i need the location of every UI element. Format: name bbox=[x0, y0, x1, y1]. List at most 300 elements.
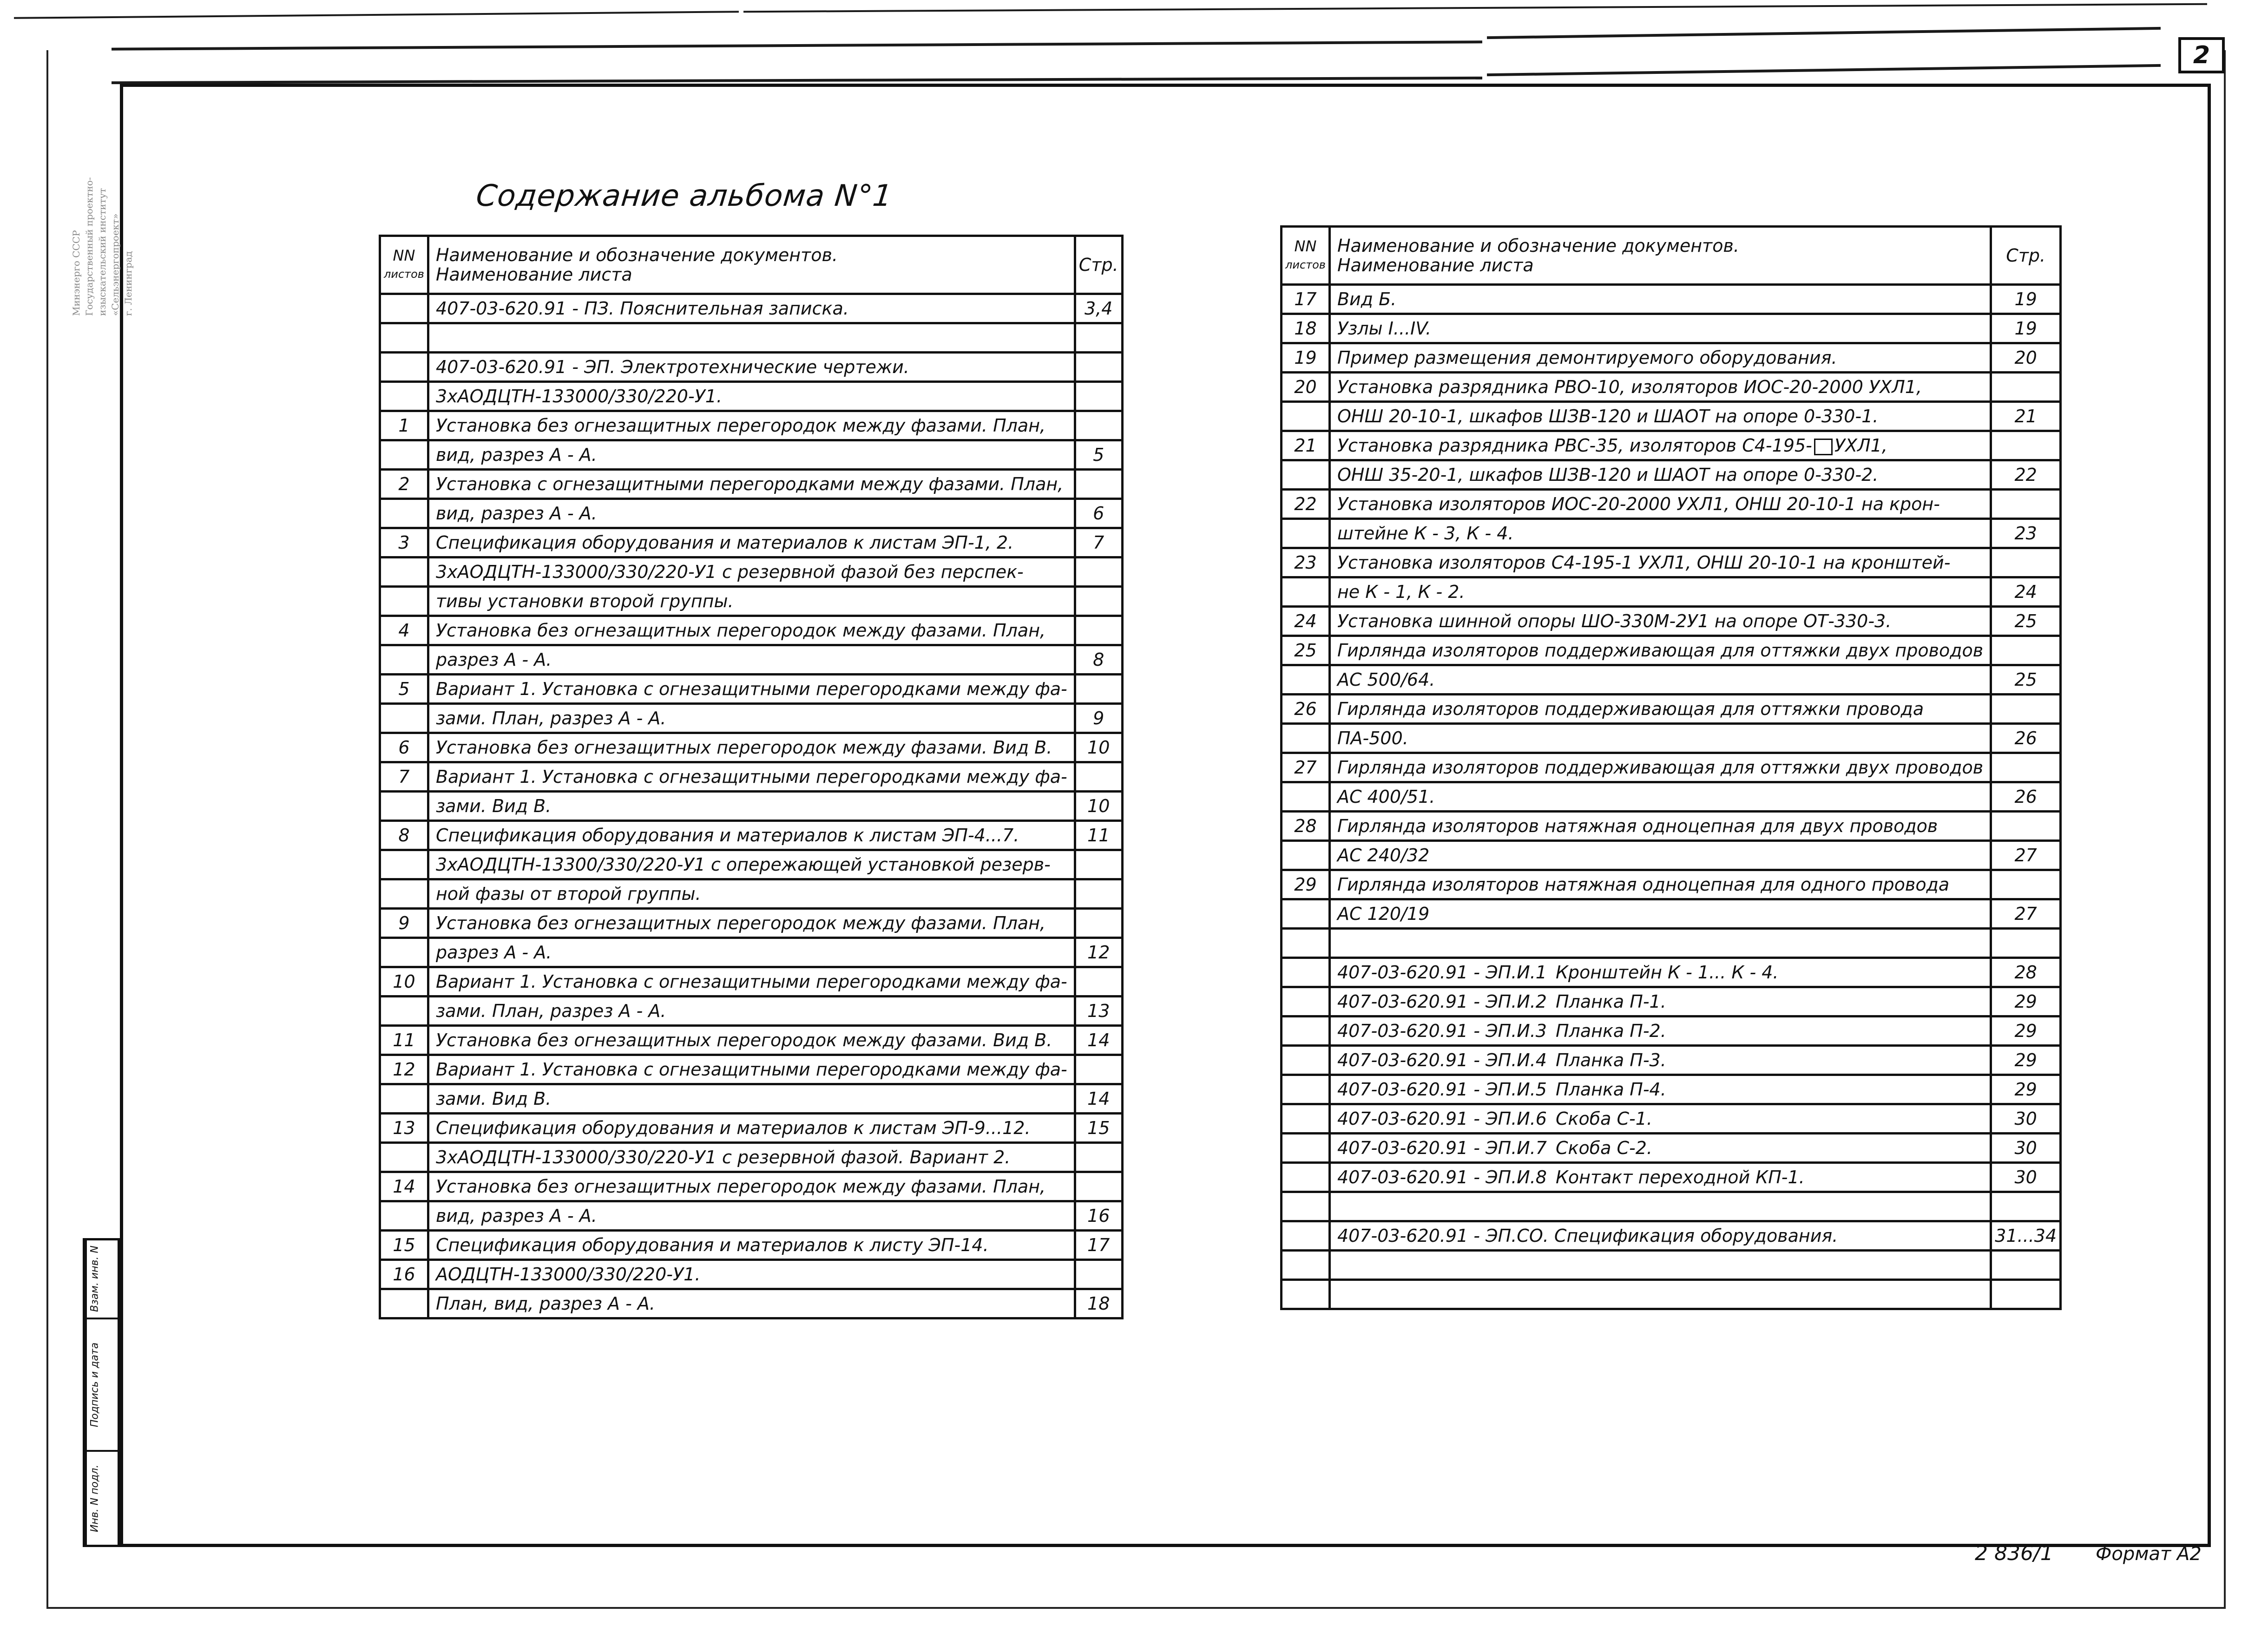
document-name-cell: ОНШ 20-10-1, шкафов ШЗВ-120 и ШАОТ на опоре 0-330-1. bbox=[1329, 402, 1991, 431]
table-row bbox=[1282, 1280, 2061, 1309]
document-name-cell bbox=[1329, 1016, 1991, 1046]
document-code: 407-03-620.91 - ЭП.И.1 bbox=[1337, 962, 1547, 983]
document-title: Планка П-2. bbox=[1555, 1021, 1666, 1041]
sheet-number-cell: 22 bbox=[1282, 490, 1330, 519]
margin-label: Инв. N подл. bbox=[85, 1452, 103, 1545]
page-number-cell: 19 bbox=[1991, 314, 2061, 343]
table-row bbox=[1282, 1016, 2061, 1046]
page-number-cell bbox=[1075, 909, 1122, 938]
sheet-number-cell bbox=[1282, 1163, 1330, 1192]
table-row bbox=[1282, 929, 2061, 958]
document-name-cell: Спецификация оборудования и материалов к листам ЭП-4...7. bbox=[428, 821, 1075, 850]
page-number-cell: 19 bbox=[1991, 285, 2061, 314]
sheet-number-cell: 18 bbox=[1282, 314, 1330, 343]
document-name-cell: вид, разрез А - А. bbox=[428, 440, 1075, 470]
page-number-cell: 10 bbox=[1075, 733, 1122, 762]
table-row bbox=[380, 294, 1123, 323]
document-name-cell: Установка изоляторов ИОС-20-2000 УХЛ1, ОНШ 20-10-1 на крон- bbox=[1329, 490, 1991, 519]
document-title: Установка разрядника РВС-35, изоляторов С4-195- bbox=[1337, 435, 1812, 456]
page-number-cell bbox=[1991, 695, 2061, 724]
sheet-number-cell bbox=[1282, 1046, 1330, 1075]
page-number-cell: 27 bbox=[1991, 899, 2061, 929]
document-name-cell bbox=[1329, 1192, 1991, 1221]
table-row bbox=[380, 1114, 1123, 1143]
table-row bbox=[380, 411, 1123, 440]
sheet-number-cell: 15 bbox=[380, 1231, 428, 1260]
page-number-cell: 28 bbox=[1991, 958, 2061, 987]
table-row bbox=[380, 1260, 1123, 1289]
page-number-cell: 25 bbox=[1991, 665, 2061, 695]
table-row bbox=[380, 909, 1123, 938]
page-number-cell: 20 bbox=[1991, 343, 2061, 373]
document-code: 407-03-620.91 - ЭП.И.7 bbox=[1337, 1138, 1547, 1158]
document-name-cell bbox=[1329, 1104, 1991, 1134]
document-name-cell: зами. План, разрез А - А. bbox=[428, 704, 1075, 733]
sheet-number-cell bbox=[380, 792, 428, 821]
document-name-cell bbox=[428, 323, 1075, 353]
document-name-cell: АС 240/32 bbox=[1329, 841, 1991, 870]
scan-line bbox=[1487, 27, 2161, 39]
page-number-cell: 7 bbox=[1075, 528, 1122, 557]
document-name-cell: Вариант 1. Установка с огнезащитными перегородками между фа- bbox=[428, 762, 1075, 792]
sheet-number-cell: 1 bbox=[380, 411, 428, 440]
sheet-number-cell bbox=[380, 382, 428, 411]
page-number-cell: 16 bbox=[1075, 1201, 1122, 1231]
archive-number: 2 836/1 bbox=[1975, 1541, 2053, 1565]
page-number-cell: 24 bbox=[1991, 577, 2061, 607]
sheet-number-cell bbox=[380, 587, 428, 616]
document-name-cell: штейне К - 3, К - 4. bbox=[1329, 519, 1991, 548]
table-row bbox=[380, 645, 1123, 675]
page-number-cell bbox=[1075, 470, 1122, 499]
table-row bbox=[1282, 987, 2061, 1016]
page-number-cell bbox=[1075, 879, 1122, 909]
document-name-cell: Вариант 1. Установка с огнезащитными перегородками между фа- bbox=[428, 675, 1075, 704]
document-name-cell: 407-03-620.91 - ПЗ. Пояснительная записка. bbox=[428, 294, 1075, 323]
sheet-number-cell: 28 bbox=[1282, 812, 1330, 841]
document-code: 407-03-620.91 - ЭП.И.8 bbox=[1337, 1167, 1547, 1187]
document-name-cell: АОДЦТН-133000/330/220-У1. bbox=[428, 1260, 1075, 1289]
document-name-cell bbox=[1329, 1046, 1991, 1075]
page-title: Содержание альбома N°1 bbox=[474, 179, 894, 213]
table-row bbox=[380, 967, 1123, 997]
table-header-row bbox=[1282, 227, 2061, 285]
page-number-cell: 6 bbox=[1075, 499, 1122, 528]
table-row bbox=[1282, 343, 2061, 373]
table-row bbox=[1282, 373, 2061, 402]
table-row bbox=[380, 1143, 1123, 1172]
sheet-number-cell: 4 bbox=[380, 616, 428, 645]
page-number-cell: 5 bbox=[1075, 440, 1122, 470]
organization-stamp bbox=[70, 139, 134, 316]
sheet-number-cell bbox=[380, 850, 428, 879]
table-row bbox=[380, 470, 1123, 499]
sheet-number-cell: 26 bbox=[1282, 695, 1330, 724]
table-row bbox=[380, 1055, 1123, 1084]
table-row bbox=[1282, 314, 2061, 343]
document-name-cell: ной фазы от второй группы. bbox=[428, 879, 1075, 909]
document-name-cell: Гирлянда изоляторов поддерживающая для оттяжки двух проводов bbox=[1329, 753, 1991, 782]
sheet-number-cell bbox=[1282, 665, 1330, 695]
table-row bbox=[380, 938, 1123, 967]
document-name-cell: 3хАОДЦТН-133000/330/220-У1 с резервной фазой. Вариант 2. bbox=[428, 1143, 1075, 1172]
document-name-cell: Спецификация оборудования и материалов к листу ЭП-14. bbox=[428, 1231, 1075, 1260]
sheet-number-cell: 23 bbox=[1282, 548, 1330, 577]
stamp-line: Минэнерго СССР bbox=[71, 230, 82, 316]
sheet-number-cell: 25 bbox=[1282, 636, 1330, 665]
document-name-cell: тивы установки второй группы. bbox=[428, 587, 1075, 616]
page-number-cell: 27 bbox=[1991, 841, 2061, 870]
page-number-cell bbox=[1075, 1143, 1122, 1172]
document-title: Планка П-4. bbox=[1555, 1079, 1666, 1100]
document-name-cell: разрез А - А. bbox=[428, 938, 1075, 967]
sheet-number-cell bbox=[1282, 1280, 1330, 1309]
page-number-cell: 21 bbox=[1991, 402, 2061, 431]
document-name-cell: 3хАОДЦТН-133000/330/220-У1 с резервной фазой без перспек- bbox=[428, 557, 1075, 587]
column-header-name: Наименование и обозначение документов. Наименование листа bbox=[428, 236, 1075, 294]
scan-line bbox=[743, 3, 2207, 13]
sheet-number-cell bbox=[380, 645, 428, 675]
page-number-cell: 3,4 bbox=[1075, 294, 1122, 323]
table-row bbox=[1282, 1163, 2061, 1192]
document-name-cell: Гирлянда изоляторов поддерживающая для оттяжки двух проводов bbox=[1329, 636, 1991, 665]
page-number-cell bbox=[1075, 1055, 1122, 1084]
document-name-cell: Установка без огнезащитных перегородок между фазами. План, bbox=[428, 411, 1075, 440]
sheet-number-cell bbox=[380, 1201, 428, 1231]
page-number-cell: 29 bbox=[1991, 1075, 2061, 1104]
page-number-cell bbox=[1991, 1280, 2061, 1309]
table-row bbox=[1282, 870, 2061, 899]
sheet-number-cell bbox=[1282, 899, 1330, 929]
table-row bbox=[380, 821, 1123, 850]
sheet-number-cell: 10 bbox=[380, 967, 428, 997]
page-number-cell: 10 bbox=[1075, 792, 1122, 821]
table-row bbox=[1282, 1046, 2061, 1075]
page-number-cell: 29 bbox=[1991, 987, 2061, 1016]
table-row bbox=[380, 1026, 1123, 1055]
page-number-cell: 22 bbox=[1991, 460, 2061, 490]
sheet-number-cell bbox=[1282, 1221, 1330, 1251]
table-row bbox=[380, 762, 1123, 792]
page-number-cell bbox=[1991, 431, 2061, 460]
document-name-cell: 407-03-620.91 - ЭП. Электротехнические чертежи. bbox=[428, 353, 1075, 382]
page-number-cell bbox=[1991, 753, 2061, 782]
document-name-cell: 407-03-620.91 - ЭП.СО. Спецификация оборудования. bbox=[1329, 1221, 1991, 1251]
document-name-cell: зами. Вид В. bbox=[428, 1084, 1075, 1114]
document-name-cell bbox=[1329, 431, 1991, 460]
document-code: 407-03-620.91 - ЭП.И.3 bbox=[1337, 1021, 1547, 1041]
sheet-number-cell: 12 bbox=[380, 1055, 428, 1084]
sheet-number-cell: 2 bbox=[380, 470, 428, 499]
document-name-cell: Вид Б. bbox=[1329, 285, 1991, 314]
scan-line bbox=[14, 11, 739, 19]
document-code: 407-03-620.91 - ЭП.И.6 bbox=[1337, 1108, 1547, 1129]
page-number-cell: 29 bbox=[1991, 1046, 2061, 1075]
sheet-number: 2 bbox=[2193, 41, 2210, 69]
table-row bbox=[380, 879, 1123, 909]
toc-table-right bbox=[1280, 225, 2062, 1310]
document-title-suffix: УХЛ1, bbox=[1834, 435, 1887, 456]
column-header-page: Стр. bbox=[1075, 236, 1122, 294]
document-name-cell: Установка с огнезащитными перегородками между фазами. План, bbox=[428, 470, 1075, 499]
document-name-cell: не К - 1, К - 2. bbox=[1329, 577, 1991, 607]
table-row bbox=[380, 1289, 1123, 1318]
page-number-cell bbox=[1991, 636, 2061, 665]
table-row bbox=[1282, 636, 2061, 665]
stamp-line: г. Ленинград bbox=[123, 251, 134, 316]
document-name-cell bbox=[1329, 987, 1991, 1016]
document-title: Скоба С-1. bbox=[1555, 1108, 1652, 1129]
table-row bbox=[1282, 1251, 2061, 1280]
document-name-cell bbox=[1329, 1075, 1991, 1104]
document-name-cell: Установка без огнезащитных перегородок между фазами. Вид В. bbox=[428, 1026, 1075, 1055]
document-name-cell: Установка без огнезащитных перегородок между фазами. План, bbox=[428, 616, 1075, 645]
page-number-cell: 30 bbox=[1991, 1104, 2061, 1134]
sheet-number-box bbox=[2178, 37, 2225, 73]
table-row bbox=[1282, 519, 2061, 548]
table-row bbox=[1282, 460, 2061, 490]
margin-label: Подпись и дата bbox=[85, 1319, 103, 1450]
page-number-cell bbox=[1991, 812, 2061, 841]
page-number-cell: 23 bbox=[1991, 519, 2061, 548]
column-header-sheet-number: NN листов bbox=[380, 236, 428, 294]
page-number-cell: 30 bbox=[1991, 1134, 2061, 1163]
table-row bbox=[1282, 548, 2061, 577]
page-number-cell bbox=[1075, 557, 1122, 587]
page-number-cell bbox=[1991, 929, 2061, 958]
table-row bbox=[1282, 899, 2061, 929]
scan-line bbox=[112, 40, 1482, 50]
table-row bbox=[380, 1201, 1123, 1231]
stamp-line: изыскательский институт bbox=[97, 188, 108, 316]
table-row bbox=[380, 382, 1123, 411]
table-row bbox=[380, 1231, 1123, 1260]
table-row bbox=[1282, 285, 2061, 314]
page-number-cell bbox=[1991, 1251, 2061, 1280]
page-number-cell: 26 bbox=[1991, 782, 2061, 812]
sheet-number-cell bbox=[380, 353, 428, 382]
stamp-line: Государственный проектно- bbox=[84, 177, 95, 316]
document-name-cell: Установка изоляторов С4-195-1 УХЛ1, ОНШ 20-10-1 на кронштей- bbox=[1329, 548, 1991, 577]
document-code: 407-03-620.91 - ЭП.И.5 bbox=[1337, 1079, 1547, 1100]
sheet-number-cell bbox=[1282, 958, 1330, 987]
sheet-number-cell bbox=[1282, 724, 1330, 753]
table-row bbox=[380, 353, 1123, 382]
page-number-cell: 15 bbox=[1075, 1114, 1122, 1143]
column-header-sheet-number: NN листов bbox=[1282, 227, 1330, 285]
page-number-cell bbox=[1075, 353, 1122, 382]
table-row bbox=[1282, 812, 2061, 841]
page-number-cell bbox=[1075, 382, 1122, 411]
page-number-cell: 12 bbox=[1075, 938, 1122, 967]
sheet-number-cell: 20 bbox=[1282, 373, 1330, 402]
page-number-cell: 29 bbox=[1991, 1016, 2061, 1046]
page-number-cell bbox=[1075, 967, 1122, 997]
table-row bbox=[380, 733, 1123, 762]
page-number-cell: 8 bbox=[1075, 645, 1122, 675]
sheet-number-cell bbox=[1282, 402, 1330, 431]
page-number-cell: 18 bbox=[1075, 1289, 1122, 1318]
document-name-cell: Установка без огнезащитных перегородок между фазами. План, bbox=[428, 1172, 1075, 1201]
column-header-page: Стр. bbox=[1991, 227, 2061, 285]
table-row bbox=[1282, 402, 2061, 431]
sheet-number-cell bbox=[1282, 782, 1330, 812]
document-name-cell: Установка без огнезащитных перегородок между фазами. План, bbox=[428, 909, 1075, 938]
table-row bbox=[1282, 782, 2061, 812]
table-row bbox=[380, 616, 1123, 645]
margin-label: Взам. инв. N bbox=[85, 1240, 103, 1318]
margin-cell-original-inv bbox=[85, 1452, 118, 1545]
sheet-number-cell: 16 bbox=[380, 1260, 428, 1289]
page-number-cell bbox=[1991, 548, 2061, 577]
document-name-cell: Спецификация оборудования и материалов к листам ЭП-9...12. bbox=[428, 1114, 1075, 1143]
sheet-number-cell: 17 bbox=[1282, 285, 1330, 314]
sheet-number-cell: 19 bbox=[1282, 343, 1330, 373]
table-row bbox=[380, 323, 1123, 353]
page-number-cell bbox=[1075, 323, 1122, 353]
document-name-cell bbox=[1329, 1134, 1991, 1163]
table-row bbox=[380, 528, 1123, 557]
page-number-cell bbox=[1991, 1192, 2061, 1221]
page-number-cell bbox=[1991, 490, 2061, 519]
table-row bbox=[1282, 724, 2061, 753]
table-row bbox=[380, 1172, 1123, 1201]
sheet-number-cell bbox=[1282, 577, 1330, 607]
sheet-number-cell bbox=[1282, 519, 1330, 548]
table-row bbox=[380, 557, 1123, 587]
page-number-cell: 14 bbox=[1075, 1026, 1122, 1055]
approval-margin-strip bbox=[83, 1238, 120, 1547]
page-number-cell: 30 bbox=[1991, 1163, 2061, 1192]
document-title: Контакт переходной КП-1. bbox=[1555, 1167, 1805, 1187]
sheet-number-cell bbox=[1282, 460, 1330, 490]
page-number-cell bbox=[1991, 870, 2061, 899]
sheet-number-cell: 5 bbox=[380, 675, 428, 704]
table-row bbox=[1282, 431, 2061, 460]
document-name-cell: вид, разрез А - А. bbox=[428, 499, 1075, 528]
table-row bbox=[1282, 1192, 2061, 1221]
sheet-number-cell: 8 bbox=[380, 821, 428, 850]
document-name-cell: 3хАОДЦТН-13300/330/220-У1 с опережающей установкой резерв- bbox=[428, 850, 1075, 879]
table-row bbox=[380, 850, 1123, 879]
sheet-number-cell bbox=[380, 1143, 428, 1172]
page-number-cell bbox=[1075, 587, 1122, 616]
sheet-number-cell bbox=[380, 499, 428, 528]
page-number-cell bbox=[1075, 1260, 1122, 1289]
document-code: 407-03-620.91 - ЭП.И.4 bbox=[1337, 1050, 1547, 1070]
document-name-cell bbox=[1329, 929, 1991, 958]
document-name-cell: Пример размещения демонтируемого оборудования. bbox=[1329, 343, 1991, 373]
document-name-cell bbox=[1329, 1163, 1991, 1192]
sheet-number-cell: 6 bbox=[380, 733, 428, 762]
table-header-row bbox=[380, 236, 1123, 294]
sheet-number-cell: 24 bbox=[1282, 607, 1330, 636]
page-number-cell bbox=[1991, 373, 2061, 402]
table-row bbox=[1282, 1104, 2061, 1134]
sheet-number-cell: 27 bbox=[1282, 753, 1330, 782]
empty-box-icon bbox=[1814, 439, 1833, 455]
sheet-number-cell bbox=[1282, 1075, 1330, 1104]
document-name-cell: разрез А - А. bbox=[428, 645, 1075, 675]
document-name-cell: Гирлянда изоляторов натяжная одноцепная для одного провода bbox=[1329, 870, 1991, 899]
sheet-number-cell: 21 bbox=[1282, 431, 1330, 460]
page-number-cell: 11 bbox=[1075, 821, 1122, 850]
sheet-number-cell bbox=[1282, 987, 1330, 1016]
document-name-cell bbox=[1329, 1280, 1991, 1309]
document-title: Планка П-3. bbox=[1555, 1050, 1666, 1070]
document-name-cell: Вариант 1. Установка с огнезащитными перегородками между фа- bbox=[428, 1055, 1075, 1084]
document-name-cell: Гирлянда изоляторов поддерживающая для оттяжки провода bbox=[1329, 695, 1991, 724]
sheet-number-cell: 11 bbox=[380, 1026, 428, 1055]
document-code: 407-03-620.91 - ЭП.И.2 bbox=[1337, 991, 1547, 1012]
sheet-number-cell bbox=[380, 557, 428, 587]
document-name-cell: Установка без огнезащитных перегородок между фазами. Вид В. bbox=[428, 733, 1075, 762]
page-number-cell bbox=[1075, 616, 1122, 645]
sheet-number-cell: 13 bbox=[380, 1114, 428, 1143]
page-number-cell: 17 bbox=[1075, 1231, 1122, 1260]
document-name-cell: зами. Вид В. bbox=[428, 792, 1075, 821]
page-number-cell: 9 bbox=[1075, 704, 1122, 733]
table-row bbox=[380, 1084, 1123, 1114]
sheet-number-cell bbox=[1282, 1251, 1330, 1280]
margin-cell-replacement-inv bbox=[85, 1240, 118, 1319]
table-row bbox=[1282, 1134, 2061, 1163]
sheet-number-cell bbox=[1282, 1104, 1330, 1134]
page-number-cell bbox=[1075, 762, 1122, 792]
table-row bbox=[1282, 958, 2061, 987]
sheet-number-cell bbox=[380, 879, 428, 909]
page-number-cell: 26 bbox=[1991, 724, 2061, 753]
format-label: Формат А2 bbox=[2096, 1543, 2202, 1565]
table-row bbox=[1282, 753, 2061, 782]
margin-cell-signature-date bbox=[85, 1319, 118, 1452]
document-name-cell: Узлы I...IV. bbox=[1329, 314, 1991, 343]
document-name-cell: АС 400/51. bbox=[1329, 782, 1991, 812]
sheet-number-cell bbox=[1282, 929, 1330, 958]
table-row bbox=[1282, 1221, 2061, 1251]
page-number-cell bbox=[1075, 850, 1122, 879]
document-title: Планка П-1. bbox=[1555, 991, 1666, 1012]
table-row bbox=[380, 499, 1123, 528]
toc-table-left bbox=[379, 235, 1124, 1319]
table-row bbox=[1282, 490, 2061, 519]
document-name-cell: ПА-500. bbox=[1329, 724, 1991, 753]
table-row bbox=[1282, 1075, 2061, 1104]
table-row bbox=[380, 997, 1123, 1026]
page-number-cell bbox=[1075, 1172, 1122, 1201]
sheet-number-cell bbox=[1282, 1192, 1330, 1221]
sheet-number-cell bbox=[380, 440, 428, 470]
document-name-cell: Установка шинной опоры ШО-330М-2У1 на опоре ОТ-330-3. bbox=[1329, 607, 1991, 636]
sheet-number-cell bbox=[380, 1289, 428, 1318]
page-number-cell bbox=[1075, 411, 1122, 440]
sheet-number-cell bbox=[380, 1084, 428, 1114]
table-row bbox=[1282, 665, 2061, 695]
page-number-cell: 14 bbox=[1075, 1084, 1122, 1114]
document-name-cell: 3хАОДЦТН-133000/330/220-У1. bbox=[428, 382, 1075, 411]
table-row bbox=[380, 675, 1123, 704]
sheet-number-cell: 29 bbox=[1282, 870, 1330, 899]
document-name-cell bbox=[1329, 1251, 1991, 1280]
document-name-cell: зами. План, разрез А - А. bbox=[428, 997, 1075, 1026]
document-name-cell: АС 500/64. bbox=[1329, 665, 1991, 695]
document-name-cell: Спецификация оборудования и материалов к листам ЭП-1, 2. bbox=[428, 528, 1075, 557]
sheet-number-cell bbox=[1282, 841, 1330, 870]
table-row bbox=[380, 587, 1123, 616]
document-name-cell: Гирлянда изоляторов натяжная одноцепная для двух проводов bbox=[1329, 812, 1991, 841]
document-name-cell: вид, разрез А - А. bbox=[428, 1201, 1075, 1231]
table-row bbox=[380, 704, 1123, 733]
